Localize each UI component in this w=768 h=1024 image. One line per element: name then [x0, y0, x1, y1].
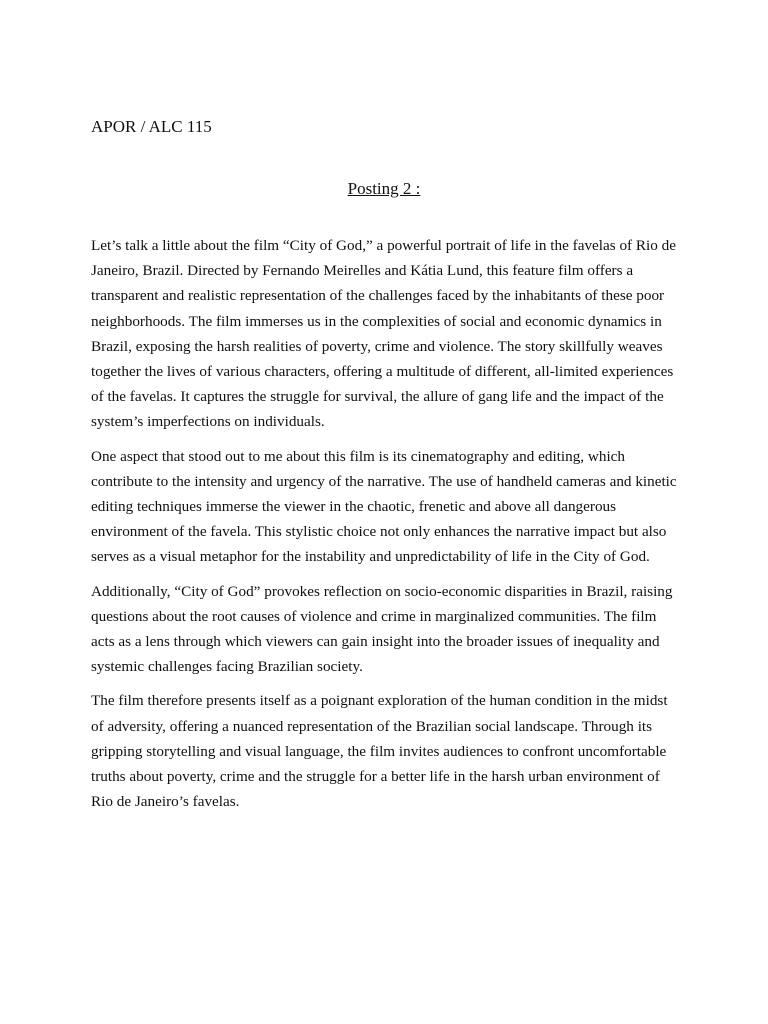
paragraph-4: The film therefore presents itself as a poignant exploration of the human condition in the midst of adversity, offering a nuanced representation of the Brazilian social landscape. Through its gripping storytelling and visual language, the film invites audiences to confront uncomfortable truths about poverty, crime and the struggle for a better life in the harsh urban environment of Rio de Janeiro’s favelas.	[91, 692, 668, 811]
document-body	[91, 233, 677, 823]
paragraph-1: Let’s talk a little about the film “City of God,” a powerful portrait of life in the favelas of Rio de Janeiro, Brazil. Directed by Fernando Meirelles and Kátia Lund, this feature film offers a transparent and realistic representation of the challenges faced by the inhabitants of these poor neighborhoods. The film immerses us in the complexities of social and economic dynamics in Brazil, exposing the harsh realities of poverty, crime and violence. The story skillfully weaves together the lives of various characters, offering a multitude of different, all-limited experiences of the favelas. It captures the struggle for survival, the allure of gang life and the impact of the system’s imperfections on individuals.	[91, 237, 676, 431]
course-code: APOR / ALC 115	[91, 117, 212, 136]
page-title: Posting 2 :	[347, 179, 421, 198]
paragraph-3: Additionally, “City of God” provokes reflection on socio-economic disparities in Brazil, raising questions about the root causes of violence and crime in marginalized communities. The film acts as a lens through which viewers can gain insight into the broader issues of inequality and systemic challenges facing Brazilian society.	[91, 582, 673, 676]
paragraph-2: One aspect that stood out to me about this film is its cinematography and editing, which contribute to the intensity and urgency of the narrative. The use of handheld cameras and kinetic editing techniques immerse the viewer in the chaotic, frenetic and above all dangerous environment of the favela. This stylistic choice not only enhances the narrative impact but also serves as a visual metaphor for the instability and unpredictability of life in the City of God.	[91, 447, 677, 566]
document-page	[91, 0, 677, 1024]
